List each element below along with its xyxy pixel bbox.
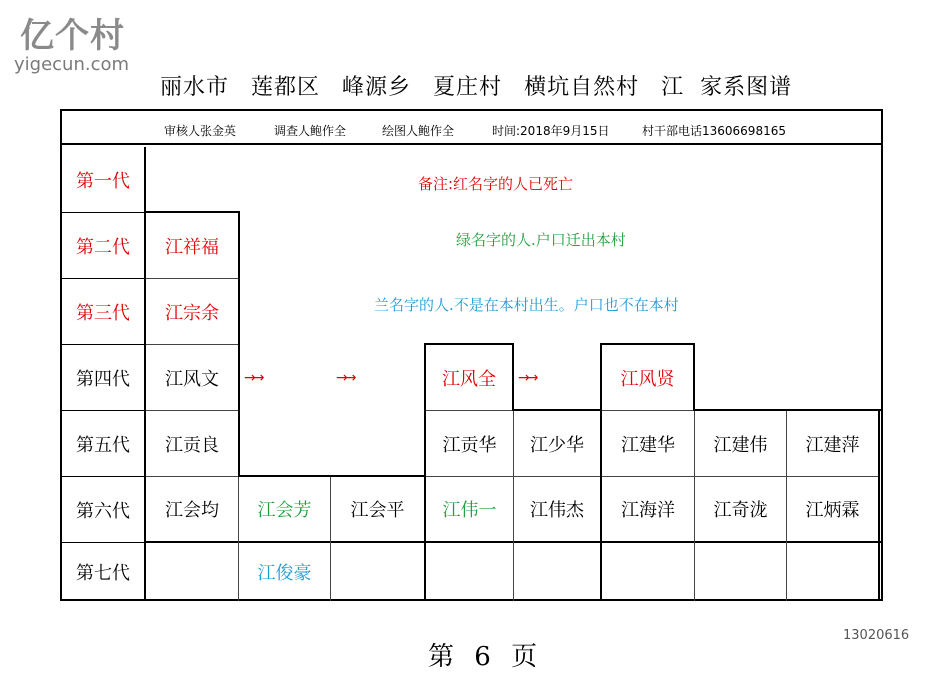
- member-gen5: 江贡良: [165, 435, 219, 456]
- member-gen6: 江伟一: [442, 500, 497, 521]
- legend-moved-out: 绿名字的人.户口迁出本村: [456, 231, 626, 249]
- gen-label-1: 第一代: [62, 147, 146, 213]
- legend-deceased: 备注:红名字的人已死亡: [418, 175, 574, 193]
- box-border: [693, 343, 695, 411]
- member-gen7: 江俊豪: [257, 562, 312, 584]
- member-gen6: 江会平: [350, 500, 405, 521]
- gen-label-7: 第七代: [62, 543, 146, 600]
- title-village: 夏庄村: [433, 75, 503, 100]
- title-township: 峰源乡: [342, 75, 412, 100]
- member-gen5: 江少华: [530, 435, 584, 456]
- drawer: 绘图人鲍作全: [382, 124, 455, 138]
- page-number: 第 6 页: [428, 642, 544, 672]
- member-gen4: 江风文: [165, 369, 219, 390]
- member-gen6: 江会芳: [257, 500, 312, 521]
- gen-label-6: 第六代: [62, 477, 146, 543]
- title-district: 莲都区: [251, 75, 321, 100]
- member-gen6: 江奇泷: [713, 500, 768, 521]
- lineage-arrow: →→: [518, 370, 536, 386]
- member-gen6: 江炳霖: [805, 500, 860, 521]
- gen-label-4: 第四代: [62, 345, 146, 411]
- member-gen6: 江海洋: [621, 500, 675, 521]
- lineage-arrow: →→: [336, 370, 354, 386]
- document-code: 13020616: [843, 628, 910, 643]
- box-border: [512, 343, 514, 411]
- member-gen2: 江祥福: [165, 237, 219, 258]
- lineage-arrow: →→: [244, 370, 262, 386]
- title-city: 丽水市: [160, 75, 230, 100]
- member-gen6: 江会均: [165, 500, 219, 521]
- investigator: 调查人鲍作全: [274, 124, 347, 138]
- gen-label-2: 第二代: [62, 213, 146, 279]
- member-gen5: 江贡华: [442, 435, 497, 456]
- box-border: [878, 409, 880, 601]
- member-gen5: 江建萍: [805, 435, 860, 456]
- legend-not-born-here: 兰名字的人.不是在本村出生。户口也不在本村: [374, 296, 679, 314]
- gen-label-3: 第三代: [62, 279, 146, 345]
- member-gen4: 江风贤: [620, 369, 675, 390]
- info-row: [62, 111, 881, 145]
- member-gen3: 江宗余: [165, 303, 219, 324]
- member-gen6: 江伟杰: [530, 500, 584, 521]
- brand-logo-cn: 亿个村: [20, 16, 125, 56]
- member-gen5: 江建华: [621, 435, 675, 456]
- reviewer: 审核人张金英: [164, 124, 237, 138]
- box-border: [238, 211, 240, 477]
- member-gen4: 江风全: [442, 369, 496, 390]
- phone: 村干部电话13606698165: [642, 124, 786, 138]
- title-natural-village: 横坑自然村: [524, 75, 640, 100]
- title-family: 江 家系图谱: [661, 75, 793, 100]
- member-gen5: 江建伟: [713, 435, 768, 456]
- date: 时间:2018年9月15日: [492, 124, 610, 138]
- brand-logo-url: yigecun.com: [14, 54, 130, 75]
- gen-label-5: 第五代: [62, 411, 146, 477]
- page-title: [160, 70, 806, 101]
